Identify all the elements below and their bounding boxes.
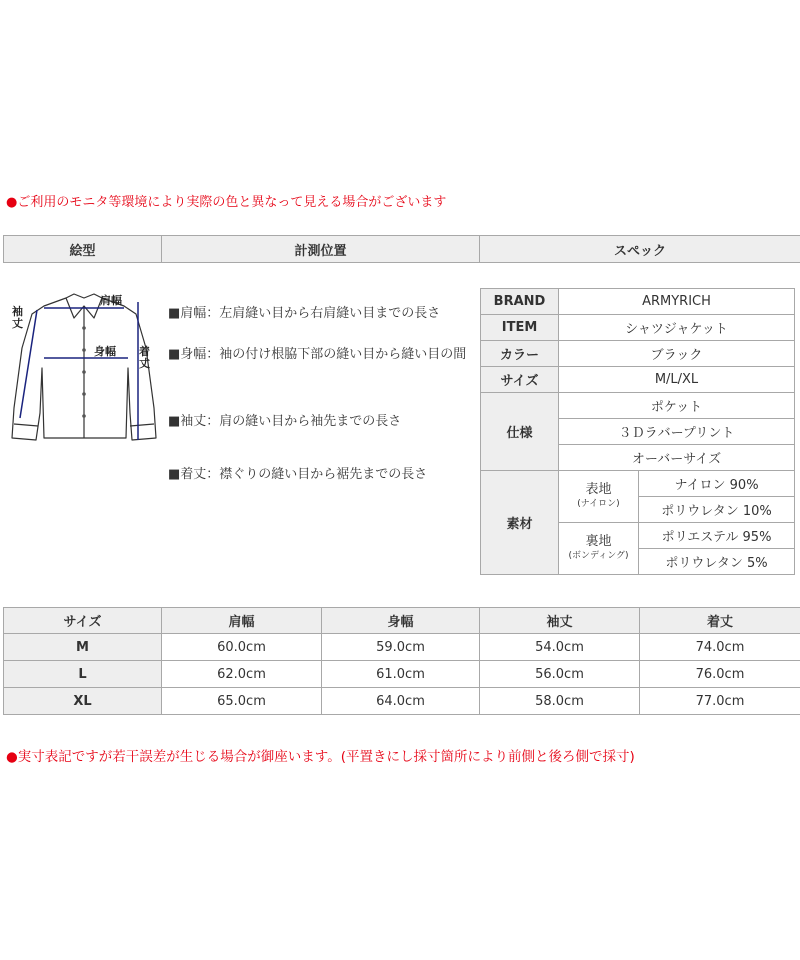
label-length: 着丈 [139, 345, 150, 370]
spec-outer-material: ナイロン 90% [639, 471, 795, 497]
size-header-shoulder: 肩幅 [162, 608, 322, 634]
color-notice: ●ご利用のモニタ等環境により実際の色と異なって見える場合がございます [6, 195, 447, 210]
spec-table [480, 288, 795, 575]
header-measure-position: 計測位置 [162, 236, 480, 263]
size-value: 54.0cm [480, 634, 640, 661]
spec-feature: オーバーサイズ [559, 445, 795, 471]
size-name: M [4, 634, 162, 661]
size-header-body: 身幅 [322, 608, 480, 634]
spec-color-label: カラー [481, 341, 559, 367]
spec-lining-label: 裏地 [585, 533, 612, 549]
label-sleeve: 袖丈 [12, 305, 23, 330]
size-value: 61.0cm [322, 661, 480, 688]
size-value: 74.0cm [640, 634, 800, 661]
spec-features-label: 仕様 [481, 393, 559, 471]
size-table [3, 607, 800, 715]
table-row [4, 688, 800, 715]
measurement-notice: ●実寸表記ですが若干誤差が生じる場合が御座います。(平置きにし採寸箇所により前側と後ろ側で採寸) [6, 749, 635, 765]
table-row [4, 661, 800, 688]
spec-size-label: サイズ [481, 367, 559, 393]
size-value: 58.0cm [480, 688, 640, 715]
size-header-length: 着丈 [640, 608, 800, 634]
header-spec: スペック [480, 236, 800, 263]
header-illustration: 絵型 [4, 236, 162, 263]
size-value: 56.0cm [480, 661, 640, 688]
spec-brand-label: BRAND [481, 289, 559, 315]
note-shoulder: ■肩幅：左肩縫い目から右肩縫い目までの長さ [168, 306, 441, 321]
table-row [4, 634, 800, 661]
size-value: 65.0cm [162, 688, 322, 715]
label-body: 身幅 [94, 345, 116, 358]
size-value: 77.0cm [640, 688, 800, 715]
spec-feature: ポケット [559, 393, 795, 419]
spec-brand: ARMYRICH [559, 289, 795, 315]
note-sleeve: ■袖丈：肩の縫い目から袖先までの長さ [168, 414, 402, 429]
size-name: XL [4, 688, 162, 715]
size-value: 76.0cm [640, 661, 800, 688]
spec-feature: ３Ｄラバープリント [559, 419, 795, 445]
note-length: ■着丈：襟ぐりの縫い目から裾先までの長さ [168, 467, 428, 482]
spec-size: M/L/XL [559, 367, 795, 393]
size-header-size: サイズ [4, 608, 162, 634]
spec-outer-material: ポリウレタン 10% [639, 497, 795, 523]
spec-item-label: ITEM [481, 315, 559, 341]
size-value: 64.0cm [322, 688, 480, 715]
spec-lining-sub: (ボンディング) [568, 550, 629, 561]
spec-material-label: 素材 [481, 471, 559, 575]
section-header-table [3, 235, 800, 263]
label-shoulder: 肩幅 [100, 294, 122, 307]
spec-outer-sub: (ナイロン) [577, 498, 620, 509]
size-value: 60.0cm [162, 634, 322, 661]
spec-lining-material: ポリエステル 95% [639, 523, 795, 549]
spec-outer-label: 表地 [585, 481, 612, 497]
spec-color: ブラック [559, 341, 795, 367]
size-name: L [4, 661, 162, 688]
note-body: ■身幅：袖の付け根脇下部の縫い目から縫い目の間 [168, 347, 467, 362]
size-header-sleeve: 袖丈 [480, 608, 640, 634]
spec-outer-cell [559, 471, 639, 523]
size-value: 62.0cm [162, 661, 322, 688]
size-value: 59.0cm [322, 634, 480, 661]
spec-item: シャツジャケット [559, 315, 795, 341]
spec-lining-material: ポリウレタン 5% [639, 549, 795, 575]
spec-lining-cell [559, 523, 639, 575]
